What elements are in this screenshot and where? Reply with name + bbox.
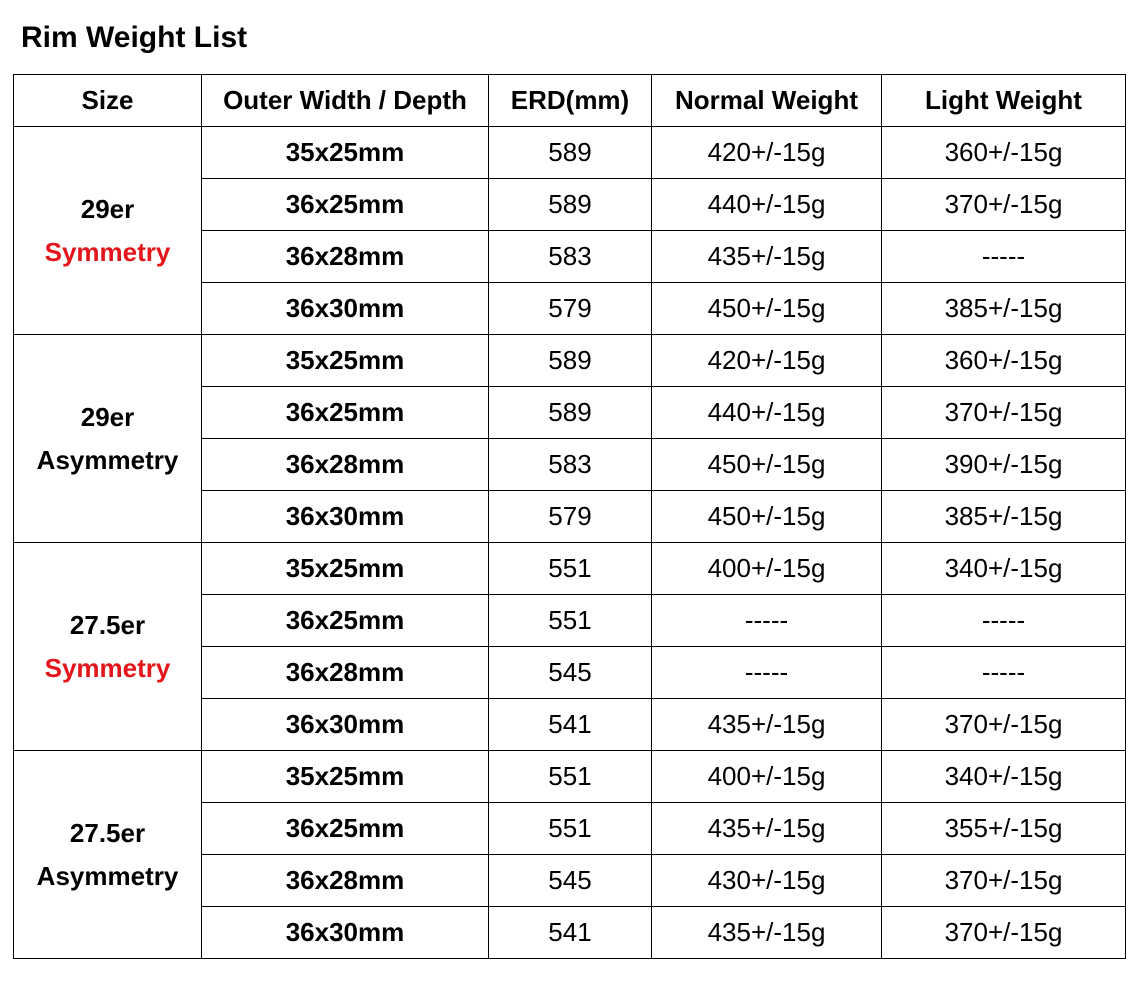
- erd-cell: 551: [489, 751, 652, 803]
- light-weight-cell: 385+/-15g: [882, 283, 1126, 335]
- table-row: [14, 543, 1126, 595]
- outer-width-depth-cell: 36x28mm: [202, 231, 489, 283]
- outer-width-depth-cell: 35x25mm: [202, 335, 489, 387]
- normal-weight-cell: 435+/-15g: [652, 803, 882, 855]
- light-weight-cell: -----: [882, 595, 1126, 647]
- light-weight-cell: 340+/-15g: [882, 543, 1126, 595]
- light-weight-cell: 360+/-15g: [882, 127, 1126, 179]
- normal-weight-cell: 420+/-15g: [652, 335, 882, 387]
- erd-cell: 583: [489, 231, 652, 283]
- outer-width-depth-cell: 36x30mm: [202, 907, 489, 959]
- erd-cell: 589: [489, 179, 652, 231]
- outer-width-depth-cell: 35x25mm: [202, 543, 489, 595]
- normal-weight-cell: 420+/-15g: [652, 127, 882, 179]
- erd-cell: 541: [489, 907, 652, 959]
- outer-width-depth-cell: 36x28mm: [202, 855, 489, 907]
- normal-weight-cell: 450+/-15g: [652, 283, 882, 335]
- table-row: [14, 127, 1126, 179]
- light-weight-cell: 360+/-15g: [882, 335, 1126, 387]
- table-row: [14, 751, 1126, 803]
- normal-weight-cell: 440+/-15g: [652, 179, 882, 231]
- erd-cell: 551: [489, 595, 652, 647]
- outer-width-depth-cell: 36x30mm: [202, 699, 489, 751]
- column-header-light-weight: Light Weight: [882, 75, 1126, 127]
- light-weight-cell: 385+/-15g: [882, 491, 1126, 543]
- erd-cell: 541: [489, 699, 652, 751]
- erd-cell: 545: [489, 855, 652, 907]
- column-header-erd: ERD(mm): [489, 75, 652, 127]
- normal-weight-cell: 430+/-15g: [652, 855, 882, 907]
- normal-weight-cell: 450+/-15g: [652, 491, 882, 543]
- outer-width-depth-cell: 36x25mm: [202, 179, 489, 231]
- outer-width-depth-cell: 36x30mm: [202, 283, 489, 335]
- light-weight-cell: 340+/-15g: [882, 751, 1126, 803]
- erd-cell: 551: [489, 543, 652, 595]
- erd-cell: 579: [489, 491, 652, 543]
- rim-profile-type: Asymmetry: [36, 444, 179, 475]
- table-body: [14, 127, 1126, 959]
- erd-cell: 579: [489, 283, 652, 335]
- outer-width-depth-cell: 36x25mm: [202, 803, 489, 855]
- light-weight-cell: 370+/-15g: [882, 699, 1126, 751]
- outer-width-depth-cell: 36x30mm: [202, 491, 489, 543]
- normal-weight-cell: 400+/-15g: [652, 751, 882, 803]
- light-weight-cell: 370+/-15g: [882, 855, 1126, 907]
- outer-width-depth-cell: 36x25mm: [202, 595, 489, 647]
- light-weight-cell: 390+/-15g: [882, 439, 1126, 491]
- column-header-normal-weight: Normal Weight: [652, 75, 882, 127]
- size-name: 27.5er: [69, 609, 146, 640]
- normal-weight-cell: -----: [652, 647, 882, 699]
- light-weight-cell: 370+/-15g: [882, 387, 1126, 439]
- normal-weight-cell: -----: [652, 595, 882, 647]
- size-group-cell: [14, 543, 202, 751]
- outer-width-depth-cell: 36x25mm: [202, 387, 489, 439]
- rim-profile-type: Symmetry: [44, 236, 171, 267]
- normal-weight-cell: 435+/-15g: [652, 907, 882, 959]
- size-name: 27.5er: [69, 817, 146, 848]
- column-header-size: Size: [14, 75, 202, 127]
- size-name: 29er: [80, 193, 135, 224]
- normal-weight-cell: 435+/-15g: [652, 231, 882, 283]
- light-weight-cell: 370+/-15g: [882, 179, 1126, 231]
- rim-profile-type: Symmetry: [44, 652, 171, 683]
- column-header-outer-width-depth: Outer Width / Depth: [202, 75, 489, 127]
- normal-weight-cell: 450+/-15g: [652, 439, 882, 491]
- outer-width-depth-cell: 35x25mm: [202, 751, 489, 803]
- page-title: Rim Weight List: [21, 21, 248, 54]
- rim-weight-table: [13, 74, 1126, 959]
- rim-profile-type: Asymmetry: [36, 860, 179, 891]
- erd-cell: 545: [489, 647, 652, 699]
- light-weight-cell: 370+/-15g: [882, 907, 1126, 959]
- normal-weight-cell: 440+/-15g: [652, 387, 882, 439]
- size-group-cell: [14, 751, 202, 959]
- light-weight-cell: -----: [882, 647, 1126, 699]
- table-row: [14, 335, 1126, 387]
- outer-width-depth-cell: 36x28mm: [202, 439, 489, 491]
- normal-weight-cell: 400+/-15g: [652, 543, 882, 595]
- erd-cell: 589: [489, 387, 652, 439]
- erd-cell: 583: [489, 439, 652, 491]
- erd-cell: 551: [489, 803, 652, 855]
- size-group-cell: [14, 335, 202, 543]
- erd-cell: 589: [489, 335, 652, 387]
- outer-width-depth-cell: 35x25mm: [202, 127, 489, 179]
- outer-width-depth-cell: 36x28mm: [202, 647, 489, 699]
- normal-weight-cell: 435+/-15g: [652, 699, 882, 751]
- size-group-cell: [14, 127, 202, 335]
- light-weight-cell: 355+/-15g: [882, 803, 1126, 855]
- size-name: 29er: [80, 401, 135, 432]
- header-row: [14, 75, 1126, 127]
- light-weight-cell: -----: [882, 231, 1126, 283]
- erd-cell: 589: [489, 127, 652, 179]
